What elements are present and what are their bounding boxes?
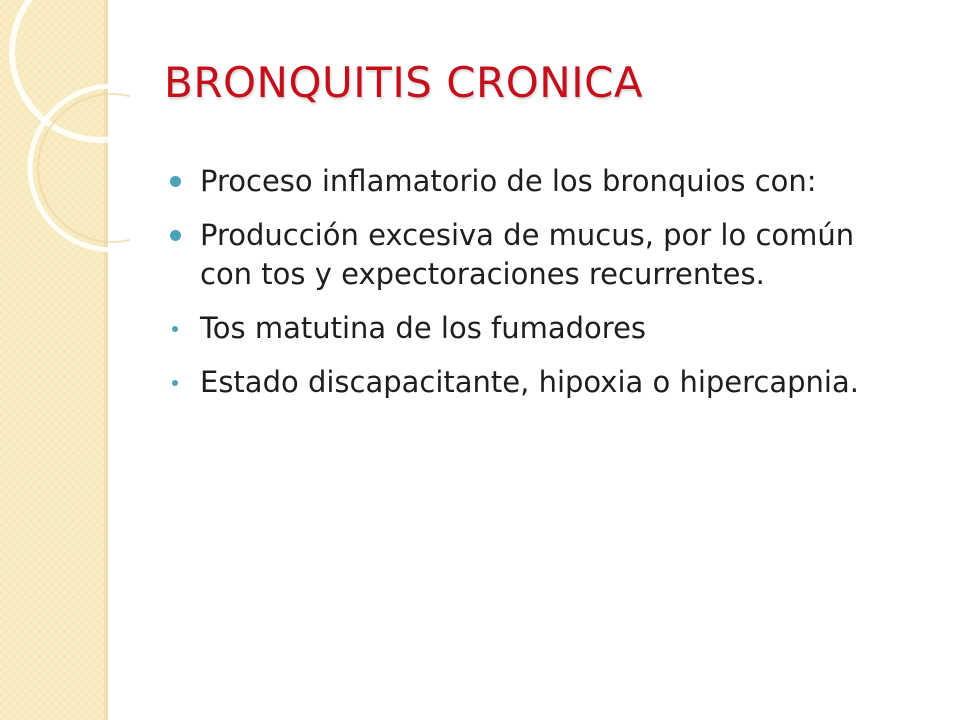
bullet-dot-icon [170,176,181,187]
decorative-ring-lower [30,86,130,250]
decorative-ring-inner [38,94,130,242]
bullet-dot-icon [172,326,178,332]
bullet-dot-icon [172,380,178,386]
bullet-item [170,309,890,348]
decorative-rings [0,0,130,260]
bullet-list [170,162,890,417]
bullet-item [170,162,890,201]
decorative-ring-upper [12,0,130,140]
bullet-text: Estado discapacitante, hipoxia o hipercapnia. [200,365,859,399]
bullet-dot-icon [170,230,181,241]
bullet-text: Producción excesiva de mucus, por lo común con tos y expectoraciones recurrentes. [200,218,855,291]
bullet-text: Proceso inflamatorio de los bronquios con: [200,164,817,198]
slide-title: BRONQUITIS CRONICA [164,58,644,107]
bullet-item [170,216,890,294]
bullet-item [170,363,890,402]
bullet-text: Tos matutina de los fumadores [200,311,647,345]
